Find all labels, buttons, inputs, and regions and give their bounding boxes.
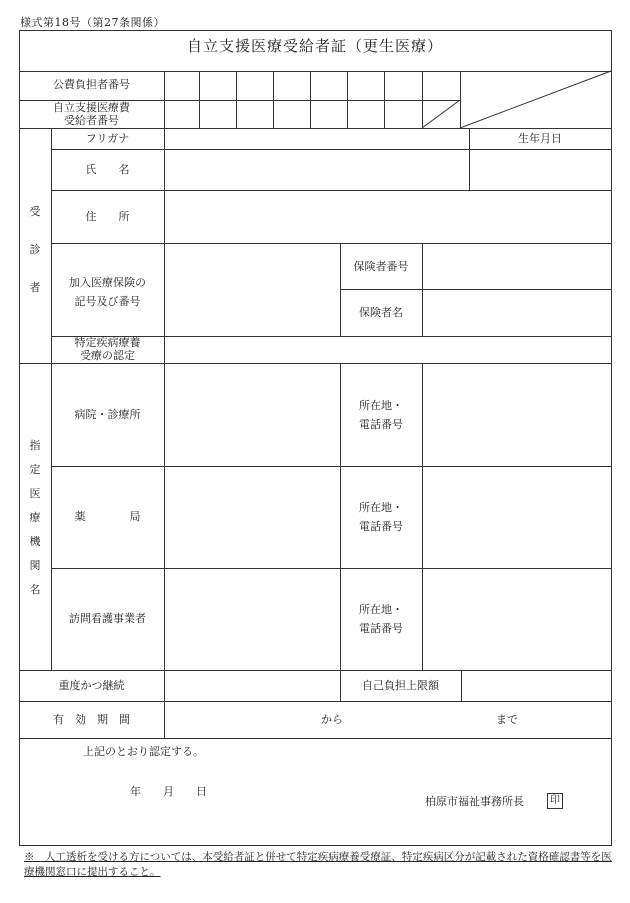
hospital-label: 病院・診療所 (74, 408, 141, 421)
validity-label: 有 効 期 間 (53, 713, 130, 726)
recipient-number-label: 自立支援医療費 受給者番号 (53, 101, 130, 127)
hospital-address-label: 所在地・ 電話番号 (359, 399, 403, 431)
address-label: 住 所 (85, 210, 130, 223)
institution-section-label: 指 定 医 療 機 関 名 (29, 439, 41, 596)
certification-statement: 上記のとおり認定する。 (83, 745, 204, 758)
pharmacy-label: 薬 局 (74, 510, 141, 523)
issuer-name: 柏原市福祉事務所長 (425, 795, 524, 808)
pharmacy-address-label: 所在地・ 電話番号 (359, 501, 403, 533)
nursing-label: 訪問看護事業者 (69, 612, 146, 625)
specific-disease-label: 特定疾病療養 受療の認定 (74, 336, 141, 362)
payer-number-label: 公費負担者番号 (53, 78, 130, 91)
certification-date: 年 月 日 (130, 785, 207, 798)
patient-section-label: 受 診 者 (29, 205, 41, 294)
nursing-address-label: 所在地・ 電話番号 (359, 603, 403, 635)
form-number: 様式第18号（第27条関係） (20, 16, 165, 29)
seal-mark: 印 (547, 793, 563, 809)
validity-to: まで (496, 713, 518, 726)
insurance-label: 加入医療保険の 記号及び番号 (69, 276, 146, 308)
copay-limit-label: 自己負担上限額 (362, 679, 439, 692)
form-title: 自立支援医療受給者証（更生医療） (186, 37, 443, 55)
name-label: 氏 名 (85, 163, 130, 176)
validity-from: から (321, 713, 343, 726)
birth-date-label: 生年月日 (518, 132, 562, 145)
furigana-label: フリガナ (85, 132, 130, 145)
insurer-name-label: 保険者名 (359, 306, 403, 319)
footnote: ※ 人工透析を受ける方については、本受給者証と併せて特定疾病療養受療証、特定疾病区分が記載された資格確認書等を医療機関窓口に提出すること。 (24, 851, 612, 878)
insurer-number-label: 保険者番号 (353, 260, 409, 273)
severe-continuous-label: 重度かつ継続 (58, 679, 125, 692)
